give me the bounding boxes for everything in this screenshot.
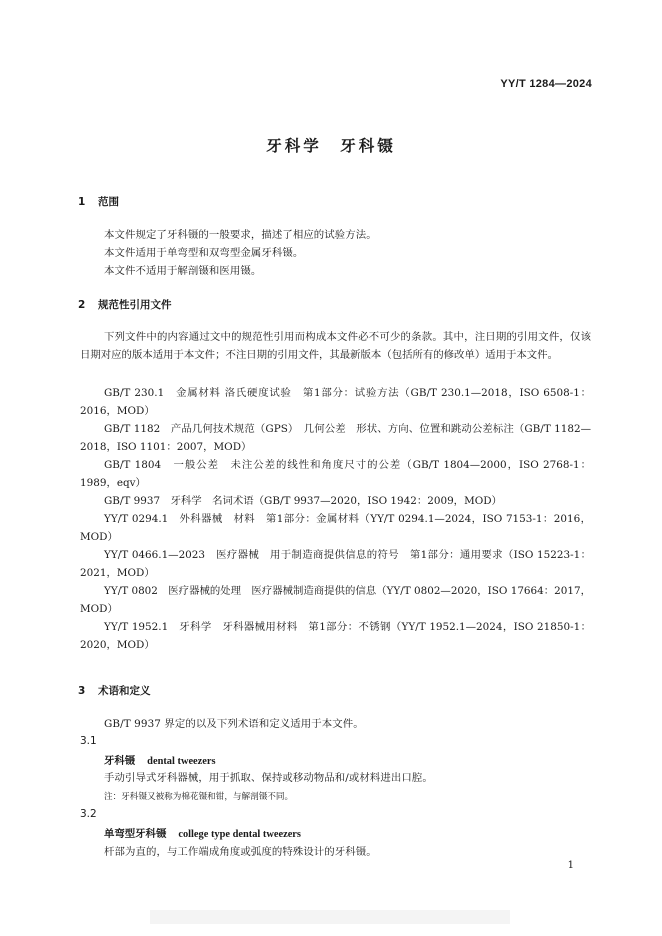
term-en: college type dental tweezers: [178, 829, 301, 840]
section-3-heading: [78, 683, 151, 698]
reference-item: GB/T 9937 牙科学 名词术语（GB/T 9937—2020，ISO 1942：2009，MOD）: [104, 495, 502, 507]
scope-paragraph: 本文件不适用于解剖镊和医用镊。: [104, 265, 262, 277]
section-2-heading: [78, 297, 172, 312]
term-definition: 手动引导式牙科器械，用于抓取、保持或移动物品和/或材料进出口腔。: [104, 772, 433, 784]
section-1-heading: [78, 194, 119, 209]
section-title: 范围: [98, 196, 119, 208]
section-title: 规范性引用文件: [98, 299, 172, 311]
reference-item: GB/T 230.1 金属材料 洛氏硬度试验 第1部分：试验方法（GB/T 230.1—2018，ISO 6508-1：2016，MOD）: [80, 387, 591, 417]
scope-paragraph: 本文件适用于单弯型和双弯型金属牙科镊。: [104, 247, 304, 259]
section-title: 术语和定义: [98, 685, 151, 697]
term-en: dental tweezers: [147, 756, 216, 767]
reference-item: GB/T 1804 一般公差 未注公差的线性和角度尺寸的公差（GB/T 1804—2000，ISO 2768-1：1989，eqv）: [80, 459, 591, 489]
term-number: 3.2: [80, 808, 97, 820]
reference-item: GB/T 1182 产品几何技术规范（GPS） 几何公差 形状、方向、位置和跳动公差标注（GB/T 1182—2018，ISO 1101：2007，MOD）: [80, 423, 591, 453]
term-zh: 牙科镊: [104, 755, 136, 767]
term-note: 注：牙科镊又被称为棉花镊和钳，与解剖镊不同。: [104, 792, 294, 802]
section-number: 3: [78, 685, 86, 697]
document-title: 牙科学 牙科镊: [266, 137, 396, 155]
terms-intro: GB/T 9937 界定的以及下列术语和定义适用于本文件。: [104, 718, 364, 730]
reference-item: YY/T 0802 医疗器械的处理 医疗器械制造商提供的信息（YY/T 0802—2020，ISO 17664：2017，MOD）: [80, 585, 591, 615]
term-heading: [104, 752, 216, 767]
term-definition: 杆部为直的，与工作端成角度或弧度的特殊设计的牙科镊。: [104, 846, 377, 858]
reference-item: YY/T 0294.1 外科器械 材料 第1部分：金属材料（YY/T 0294.1—2024，ISO 7153-1：2016，MOD）: [80, 513, 591, 543]
term-zh: 单弯型牙科镊: [104, 828, 167, 840]
section-number: 2: [78, 299, 86, 311]
term-number: 3.1: [80, 735, 97, 747]
references-intro: 下列文件中的内容通过文中的规范性引用而构成本文件必不可少的条款。其中，注日期的引用文件，仅该日期对应的版本适用于本文件；不注日期的引用文件，其最新版本（包括所有的修改单）适用于本文件。: [80, 331, 591, 361]
reference-item: YY/T 0466.1—2023 医疗器械 用于制造商提供信息的符号 第1部分：通用要求（ISO 15223-1：2021，MOD）: [80, 549, 591, 579]
scope-paragraph: 本文件规定了牙科镊的一般要求，描述了相应的试验方法。: [104, 229, 377, 241]
standard-number: YY/T 1284—2024: [500, 78, 592, 90]
page-number: 1: [567, 860, 574, 871]
term-heading: [104, 825, 301, 840]
footer-watermark-strip: [150, 910, 510, 924]
section-number: 1: [78, 196, 86, 208]
reference-item: YY/T 1952.1 牙科学 牙科器械用材料 第1部分：不锈钢（YY/T 1952.1—2024，ISO 21850-1：2020，MOD）: [80, 621, 591, 651]
